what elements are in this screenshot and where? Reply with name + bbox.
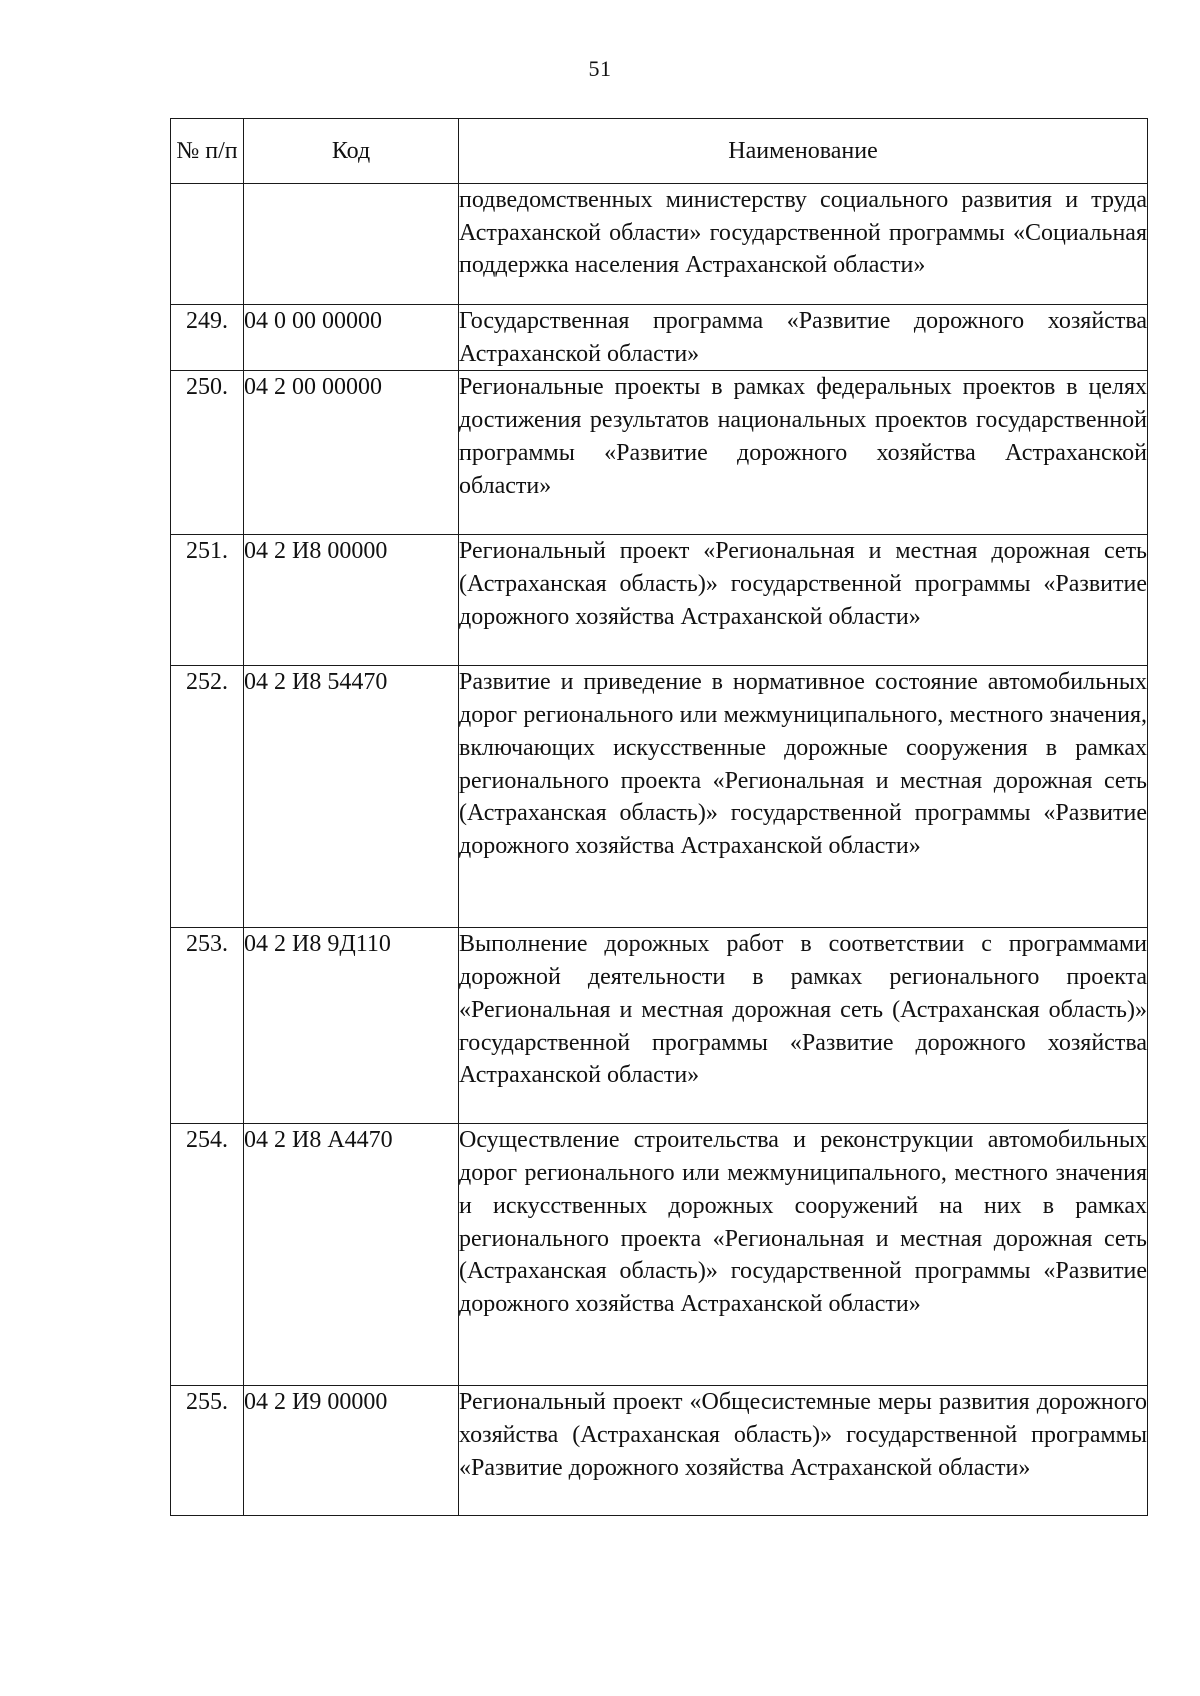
row-num: 251.: [171, 535, 244, 666]
table-row: [171, 184, 1148, 305]
row-code: 04 2 И8 00000: [244, 535, 459, 666]
row-num: 252.: [171, 666, 244, 928]
header-num: № п/п: [171, 119, 244, 184]
table-row: [171, 1124, 1148, 1386]
row-num: [171, 184, 244, 305]
row-code: 04 2 И9 00000: [244, 1386, 459, 1516]
page-number: 51: [588, 56, 612, 81]
row-name: Выполнение дорожных работ в соответствии с программами дорожной деятельности в рамках регионального проекта «Региональная и местная дорожная сеть (Астраханская область)» государственной программы «Развитие дорожного хозяйства Астраханской области»: [459, 928, 1148, 1124]
row-name: Региональные проекты в рамках федеральных проектов в целях достижения результатов национальных проектов государственной программы «Развитие дорожного хозяйства Астраханской области»: [459, 371, 1148, 535]
row-name: Региональный проект «Региональная и местная дорожная сеть (Астраханская область)» государственной программы «Развитие дорожного хозяйства Астраханской области»: [459, 535, 1148, 666]
table-row: [171, 371, 1148, 535]
row-code: 04 2 И8 А4470: [244, 1124, 459, 1386]
table-row: [171, 1386, 1148, 1516]
row-name: Государственная программа «Развитие дорожного хозяйства Астраханской области»: [459, 305, 1148, 371]
row-name: подведомственных министерству социального развития и труда Астраханской области» государственной программы «Социальная поддержка населения Астраханской области»: [459, 184, 1148, 305]
row-code: 04 2 И8 54470: [244, 666, 459, 928]
row-name: Региональный проект «Общесистемные меры развития дорожного хозяйства (Астраханская область)» государственной программы «Развитие дорожного хозяйства Астраханской области»: [459, 1386, 1148, 1516]
table-header-row: [171, 119, 1148, 184]
table-row: [171, 305, 1148, 371]
header-name: Наименование: [459, 119, 1148, 184]
row-num: 255.: [171, 1386, 244, 1516]
row-num: 250.: [171, 371, 244, 535]
table-row: [171, 666, 1148, 928]
row-num: 249.: [171, 305, 244, 371]
row-num: 254.: [171, 1124, 244, 1386]
header-code: Код: [244, 119, 459, 184]
table-row: [171, 535, 1148, 666]
row-num: 253.: [171, 928, 244, 1124]
row-code: 04 2 И8 9Д110: [244, 928, 459, 1124]
row-code: 04 2 00 00000: [244, 371, 459, 535]
budget-code-table: [170, 118, 1148, 1516]
table-row: [171, 928, 1148, 1124]
row-name: Осуществление строительства и реконструкции автомобильных дорог регионального или межмуниципального, местного значения и искусственных дорожных сооружений на них в рамках регионального проекта «Региональная и местная дорожная сеть (Астраханская область)» государственной программы «Развитие дорожного хозяйства Астраханской области»: [459, 1124, 1148, 1386]
row-code: 04 0 00 00000: [244, 305, 459, 371]
row-name: Развитие и приведение в нормативное состояние автомобильных дорог регионального или межмуниципального, местного значения, включающих искусственные дорожные сооружения в рамках регионального проекта «Региональная и местная дорожная сеть (Астраханская область)» государственной программы «Развитие дорожного хозяйства Астраханской области»: [459, 666, 1148, 928]
row-code: [244, 184, 459, 305]
